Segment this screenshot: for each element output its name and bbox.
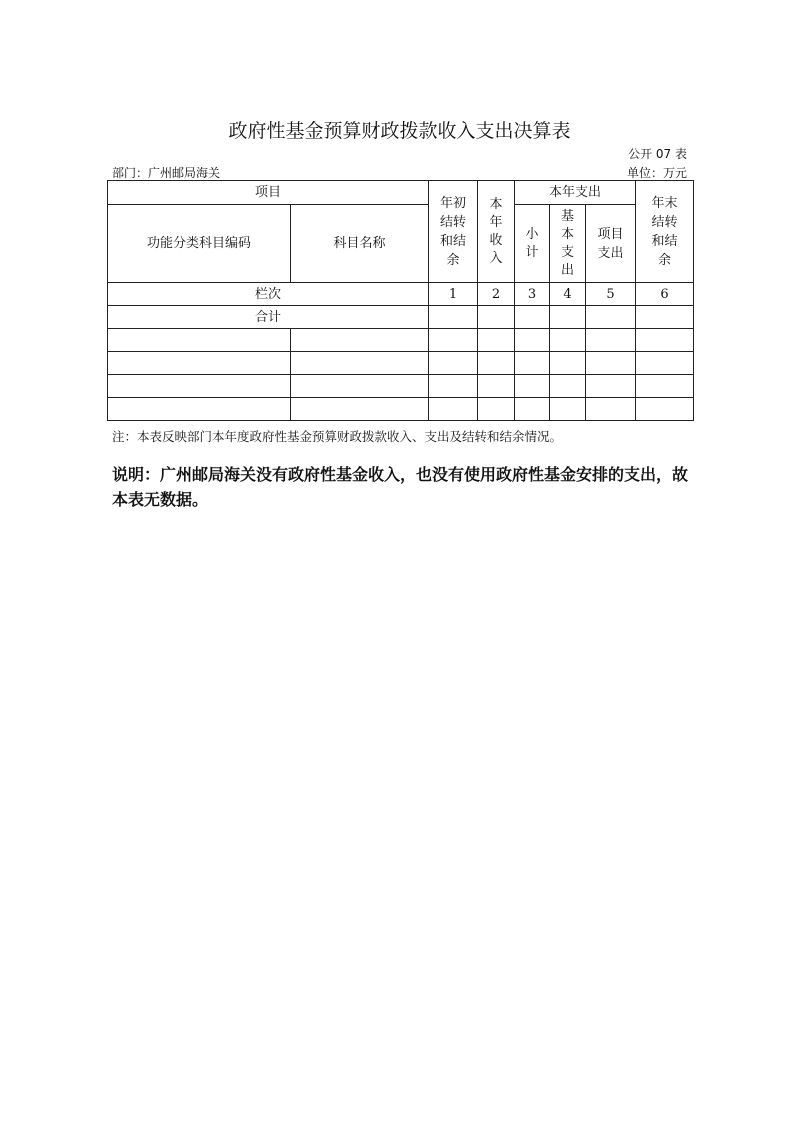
table-cell [291, 375, 429, 398]
index-cell: 2 [478, 283, 515, 306]
header-closing-balance: 年末结转和结余 [636, 181, 694, 283]
header-subject-name: 科目名称 [291, 205, 429, 283]
table-cell [108, 375, 291, 398]
page-title: 政府性基金预算财政拨款收入支出决算表 [228, 120, 571, 142]
table-cell [291, 398, 429, 421]
table-cell [515, 352, 550, 375]
header-basic-expense: 基本支出 [550, 205, 586, 283]
explanation-text: 说明：广州邮局海关没有政府性基金收入，也没有使用政府性基金安排的支出，故本表无数据。 [112, 465, 689, 509]
table-cell [636, 306, 694, 329]
index-cell: 1 [429, 283, 478, 306]
table-cell [586, 306, 636, 329]
table-cell [586, 375, 636, 398]
table-cell [478, 398, 515, 421]
department-label: 部门：广州邮局海关 [112, 166, 221, 180]
header-item: 项目 [108, 181, 429, 205]
table-cell [636, 329, 694, 352]
table-row-index [108, 283, 694, 306]
table-cell [636, 352, 694, 375]
table-row [108, 352, 694, 375]
header-project-expense: 项目支出 [586, 205, 636, 283]
table-cell [429, 352, 478, 375]
index-cell: 4 [550, 283, 586, 306]
table-row-total [108, 306, 694, 329]
index-cell: 5 [586, 283, 636, 306]
table-cell [515, 398, 550, 421]
header-subtotal: 小计 [515, 205, 550, 283]
row-total-label: 合计 [108, 306, 429, 329]
table-cell [515, 329, 550, 352]
index-cell: 6 [636, 283, 694, 306]
table-cell [550, 398, 586, 421]
table-cell [586, 329, 636, 352]
header-opening-balance: 年初结转和结余 [429, 181, 478, 283]
table-cell [108, 398, 291, 421]
fund-budget-table [107, 180, 694, 421]
table-cell [478, 306, 515, 329]
table-cell [586, 352, 636, 375]
table-cell [108, 329, 291, 352]
unit-label: 单位：万元 [626, 166, 687, 180]
table-cell [429, 375, 478, 398]
table-cell [550, 329, 586, 352]
table-cell [515, 375, 550, 398]
table-cell [108, 352, 291, 375]
index-cell: 3 [515, 283, 550, 306]
table-cell [478, 329, 515, 352]
header-function-code: 功能分类科目编码 [108, 205, 291, 283]
table-cell [291, 329, 429, 352]
table-row [108, 375, 694, 398]
table-cell [478, 375, 515, 398]
table-row [108, 398, 694, 421]
table-cell [636, 398, 694, 421]
table-cell [550, 375, 586, 398]
table-cell [586, 398, 636, 421]
table-cell [429, 306, 478, 329]
header-current-income: 本年收入 [478, 181, 515, 283]
header-current-expense: 本年支出 [515, 181, 636, 205]
table-cell [291, 352, 429, 375]
table-cell [636, 375, 694, 398]
table-cell [429, 329, 478, 352]
form-number: 公开 07 表 [628, 147, 687, 161]
table-cell [550, 352, 586, 375]
table-note: 注：本表反映部门本年度政府性基金预算财政拨款收入、支出及结转和结余情况。 [112, 429, 563, 444]
table-cell [429, 398, 478, 421]
table-cell [478, 352, 515, 375]
table-cell [550, 306, 586, 329]
table-cell [515, 306, 550, 329]
table-row [108, 329, 694, 352]
row-index-label: 栏次 [108, 283, 429, 306]
